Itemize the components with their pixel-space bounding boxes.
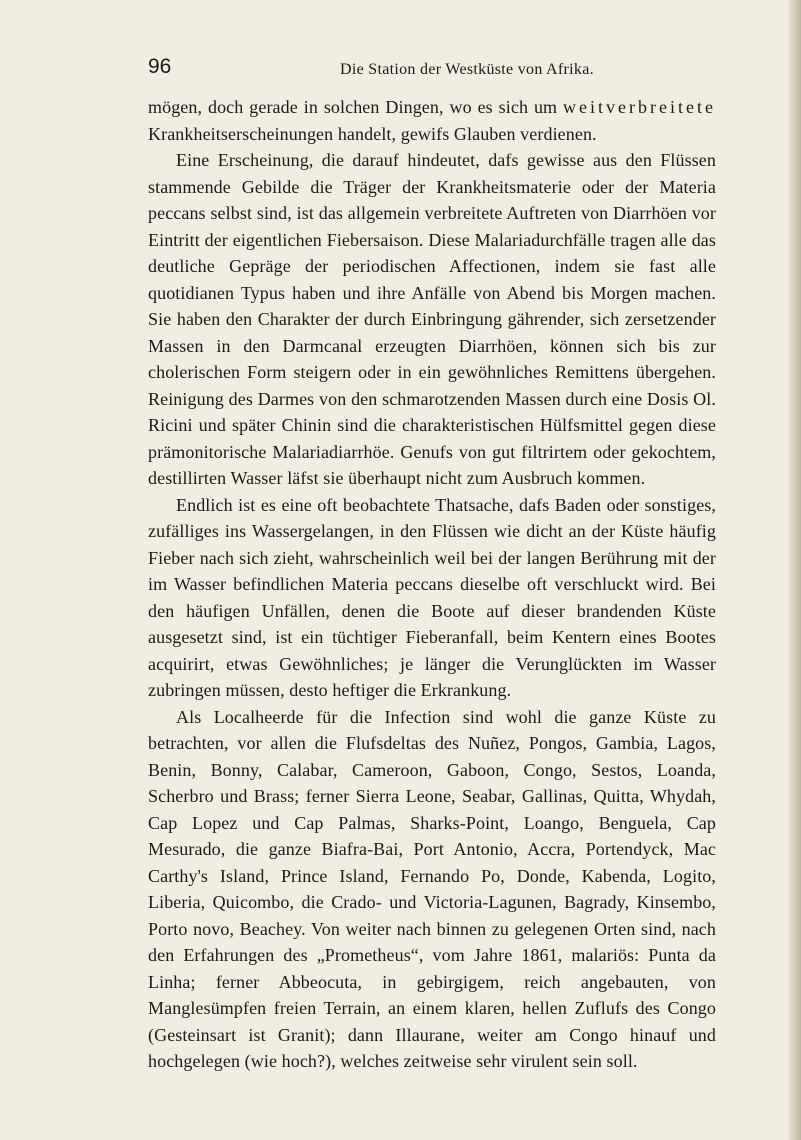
- page-header: [148, 55, 708, 82]
- running-title: Die Station der Westküste von Afrika.: [340, 61, 594, 78]
- emphasized-word: weitverbreitete: [563, 97, 716, 117]
- page-number: 96: [148, 55, 172, 78]
- body-text: [148, 94, 716, 1075]
- paragraph-text-start: mögen, doch gerade in solchen Dingen, wo es sich um: [148, 97, 564, 117]
- page-edge-shadow: [787, 0, 801, 1140]
- paragraph: Eine Erscheinung, die darauf hindeutet, dafs gewisse aus den Flüssen stammende Gebilde die Träger der Krankheitsmaterie oder der Materia peccans selbst sind, ist das allgemein verbreitete Auftreten von Diarrhöen vor Eintritt der eigentlichen Fiebersaison. Diese Malariadurchfälle tragen alle das deutliche Gepräge der periodischen Affectionen, indem sie fast alle quotidianen Typus haben und ihre Anfälle von Abend bis Morgen machen. Sie haben den Charakter der durch Einbringung gährender, sich zersetzender Massen in den Darmcanal erzeugten Diarrhöen, können sich bis zur cholerischen Form steigern oder in ein gewöhnliches Remittens übergehen. Reinigung des Darmes von den schmarotzenden Massen durch eine Dosis Ol. Ricini und später Chinin sind die charakteristischen Hülfsmittel gegen diese prämonitorische Malariadiarrhöe. Genufs von gut filtrirtem oder gekochtem, destillirten Wasser läfst sie überhaupt nicht zum Ausbruch kommen.: [148, 150, 716, 488]
- paragraph-continuation: [148, 94, 716, 147]
- paragraph: Endlich ist es eine oft beobachtete Thatsache, dafs Baden oder sonstiges, zufälliges ins Wassergelangen, in den Flüssen wie dicht an der Küste häufig Fieber nach sich zieht, wahrscheinlich weil bei der langen Berührung mit der im Wasser befindlichen Materia peccans dieselbe oft verschluckt wird. Bei den häufigen Unfällen, denen die Boote auf dieser brandenden Küste ausgesetzt sind, ist ein tüchtiger Fieberanfall, beim Kentern eines Bootes acquirirt, etwas Gewöhnliches; je länger die Verunglückten im Wasser zubringen müssen, desto heftiger die Erkrankung.: [148, 494, 716, 700]
- paragraph: Als Localheerde für die Infection sind wohl die ganze Küste zu betrachten, vor allen die Flufsdeltas des Nuñez, Pongos, Gambia, Lagos, Benin, Bonny, Calabar, Cameroon, Gaboon, Congo, Sestos, Loanda, Scherbro und Brass; ferner Sierra Leone, Seabar, Gallinas, Quitta, Whydah, Cap Lopez und Cap Palmas, Sharks-Point, Loango, Benguela, Cap Mesurado, die ganze Biafra-Bai, Port Antonio, Accra, Portendyck, Mac Carthy's Island, Prince Island, Fernando Po, Donde, Kabenda, Logito, Liberia, Quicombo, die Crado- und Victoria-Lagunen, Bagrady, Kinsembo, Porto novo, Beachey. Von weiter nach binnen zu gelegenen Orten sind, nach den Erfahrungen des „Prometheus“, vom Jahre 1861, malariös: Punta da Linha; ferner Abbeocuta, in gebirgigem, reich angebauten, von Manglesümpfen freien Terrain, an einem klaren, hellen Zuflufs des Congo (Gesteinsart ist Granit); dann Illaurane, weiter am Congo hinauf und hochgelegen (wie hoch?), welches zeitweise sehr virulent sein soll.: [148, 706, 716, 1071]
- paragraph-text-end: Krankheitserscheinungen handelt, gewifs Glauben verdienen.: [148, 123, 597, 144]
